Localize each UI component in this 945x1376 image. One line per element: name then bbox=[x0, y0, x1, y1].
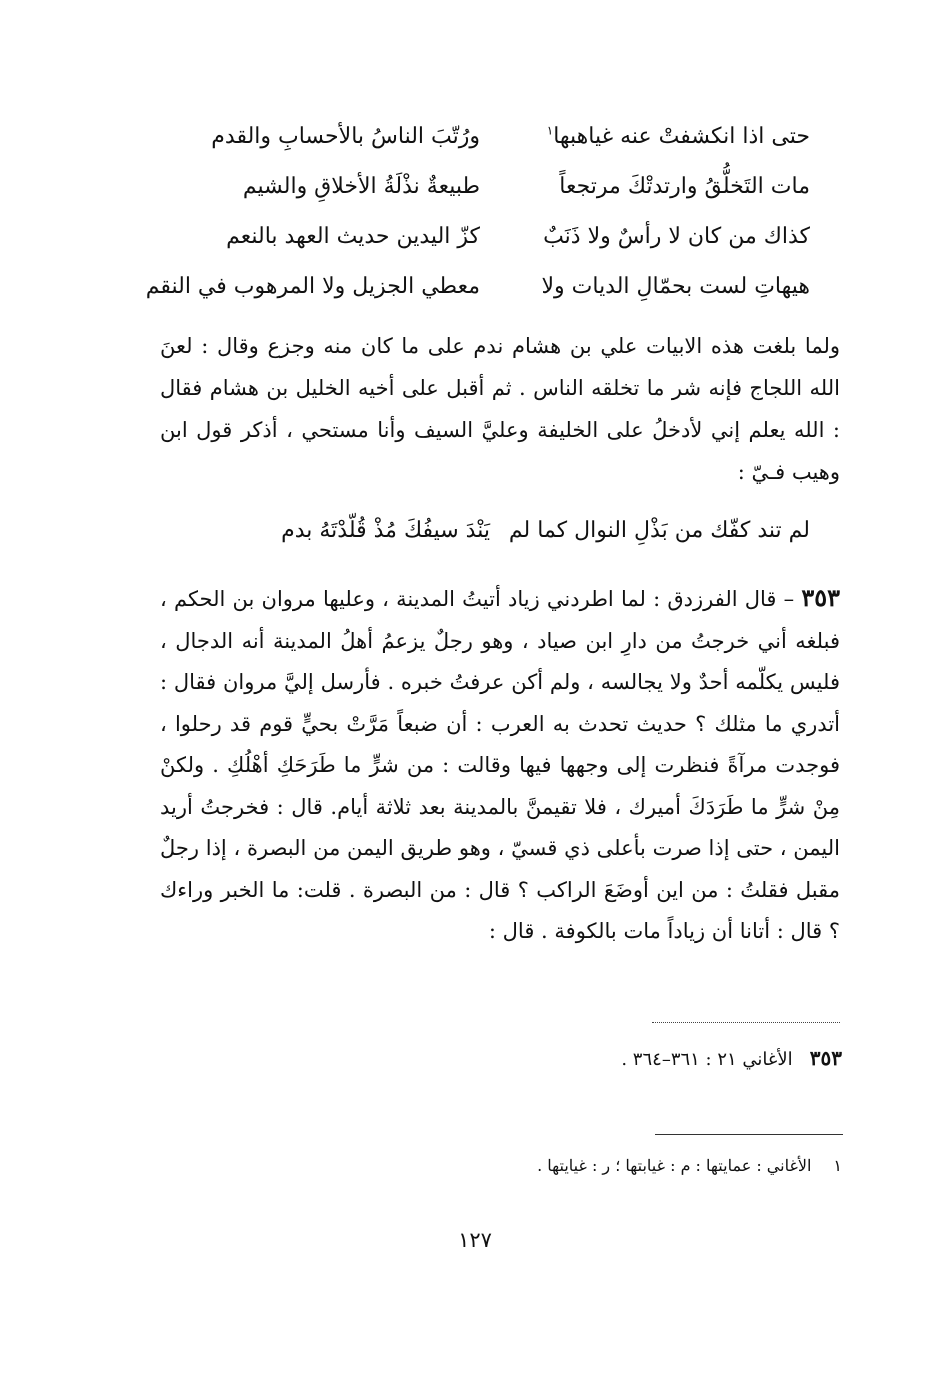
footnote-mark: ١ bbox=[833, 1156, 842, 1175]
poem-second-hemistich: طبيعةٌ نذْلَةُ الأخلاقِ والشيم bbox=[242, 174, 480, 199]
single-verse bbox=[220, 505, 810, 557]
poem-first-hemistich: هيهاتِ لست بحمّالِ الديات ولا bbox=[541, 274, 810, 299]
section-dash: – bbox=[776, 587, 802, 611]
source-note-number: ٣٥٣ bbox=[809, 1046, 842, 1070]
poem-second-hemistich: معطي الجزيل ولا المرهوب في النقم bbox=[145, 274, 480, 299]
poem-second-hemistich: ورُتّبَ الناسُ بالأحسابِ والقدم bbox=[211, 124, 480, 149]
poem-second-hemistich: كزّ اليدين حديث العهد بالنعم bbox=[226, 224, 480, 249]
footnote-rule bbox=[655, 1134, 843, 1135]
poem-first-hemistich: مات التَخلُّقُ وارتدتْكَ مرتجعاً bbox=[559, 174, 810, 199]
poem-couplet bbox=[200, 112, 810, 162]
footnote bbox=[450, 1150, 842, 1182]
paragraph-353 bbox=[160, 577, 840, 953]
poem-couplet bbox=[145, 262, 810, 312]
dotted-separator bbox=[652, 1022, 840, 1023]
section-text: قال الفرزدق : لما اطردني زياد أتيتُ المدينة ، وعليها مروان بن الحكم ، فبلغه أني خرجتُ من دارِ ابن صياد ، وهو رجلٌ يزعمُ أهلُ المدينة أنه الدجال ، فليس يكلّمه أحدٌ ولا يجالسه ، ولم أكن عرفتُ خبره . فأرسل إليَّ مروان فقال : أتدري ما مثلك ؟ حديث تحدث به العرب : أن ضبعاً مَرَّتْ بحيٍّ قوم قد رحلوا ، فوجدت مرآةً فنظرت إلى وجهها فيها وقالت : من شرٍّ ما طَرَحَكِ أهْلُكِ . ولكنْ مِنْ شرٍّ ما طَرَدَكَ أميرك ، فلا تقيمنَّ بالمدينة بعد ثلاثة أيام. قال : فخرجتُ أريد اليمن ، حتى إذا صرت بأعلى ذي قسيّ ، وهو طريق اليمن من البصرة ، إذا رجلٌ مقبل فقلتُ : من اين أوضَعَ الراكب ؟ قال : من البصرة . قلت: ما الخبر وراءك ؟ قال : أتانا أن زياداً مات بالكوفة . قال : bbox=[160, 587, 840, 943]
footnote-reference[interactable]: ١ bbox=[546, 123, 554, 138]
paragraph-ali-ibn-hisham: ولما بلغت هذه الابيات علي بن هشام ندم على ما كان منه وجزع وقال : لعنَ الله اللجاج فإنه شر ما تخلقه الناس . ثم أقبل على أخيه الخليل بن هشام فقال : الله يعلم إني لأدخلُ على الخليفة وعليَّ السيف وأنا مستحي ، أذكر قول ابن وهيب فـيّ : bbox=[160, 334, 840, 484]
poem-couplet bbox=[200, 162, 810, 212]
source-note-text: الأغاني ٢١ : ٣٦١–٣٦٤ . bbox=[621, 1049, 793, 1070]
verse-second-hemistich: يَنْدَ سيفُكَ مُذْ قُلّدْتَهُ بدم bbox=[281, 518, 490, 543]
poem-couplet bbox=[200, 212, 810, 262]
poem-first-hemistich: حتى اذا انكشفتْ عنه غياهبها$^١$ bbox=[546, 123, 810, 149]
footnote-text: الأغاني : عمايتها : م : غيابتها ؛ ر : غيايتها . bbox=[537, 1156, 812, 1175]
poem-first-hemistich: كذاك من كان لا رأسٌ ولا ذَنَبٌ bbox=[543, 224, 810, 249]
poem bbox=[145, 112, 810, 312]
verse-first-hemistich: لم تند كفّك من بَذْلِ النوال كما لم bbox=[508, 518, 810, 543]
source-note bbox=[450, 1040, 842, 1078]
section-number: ٣٥٣ bbox=[801, 583, 841, 612]
page-number: ١٢٧ bbox=[458, 1228, 492, 1252]
